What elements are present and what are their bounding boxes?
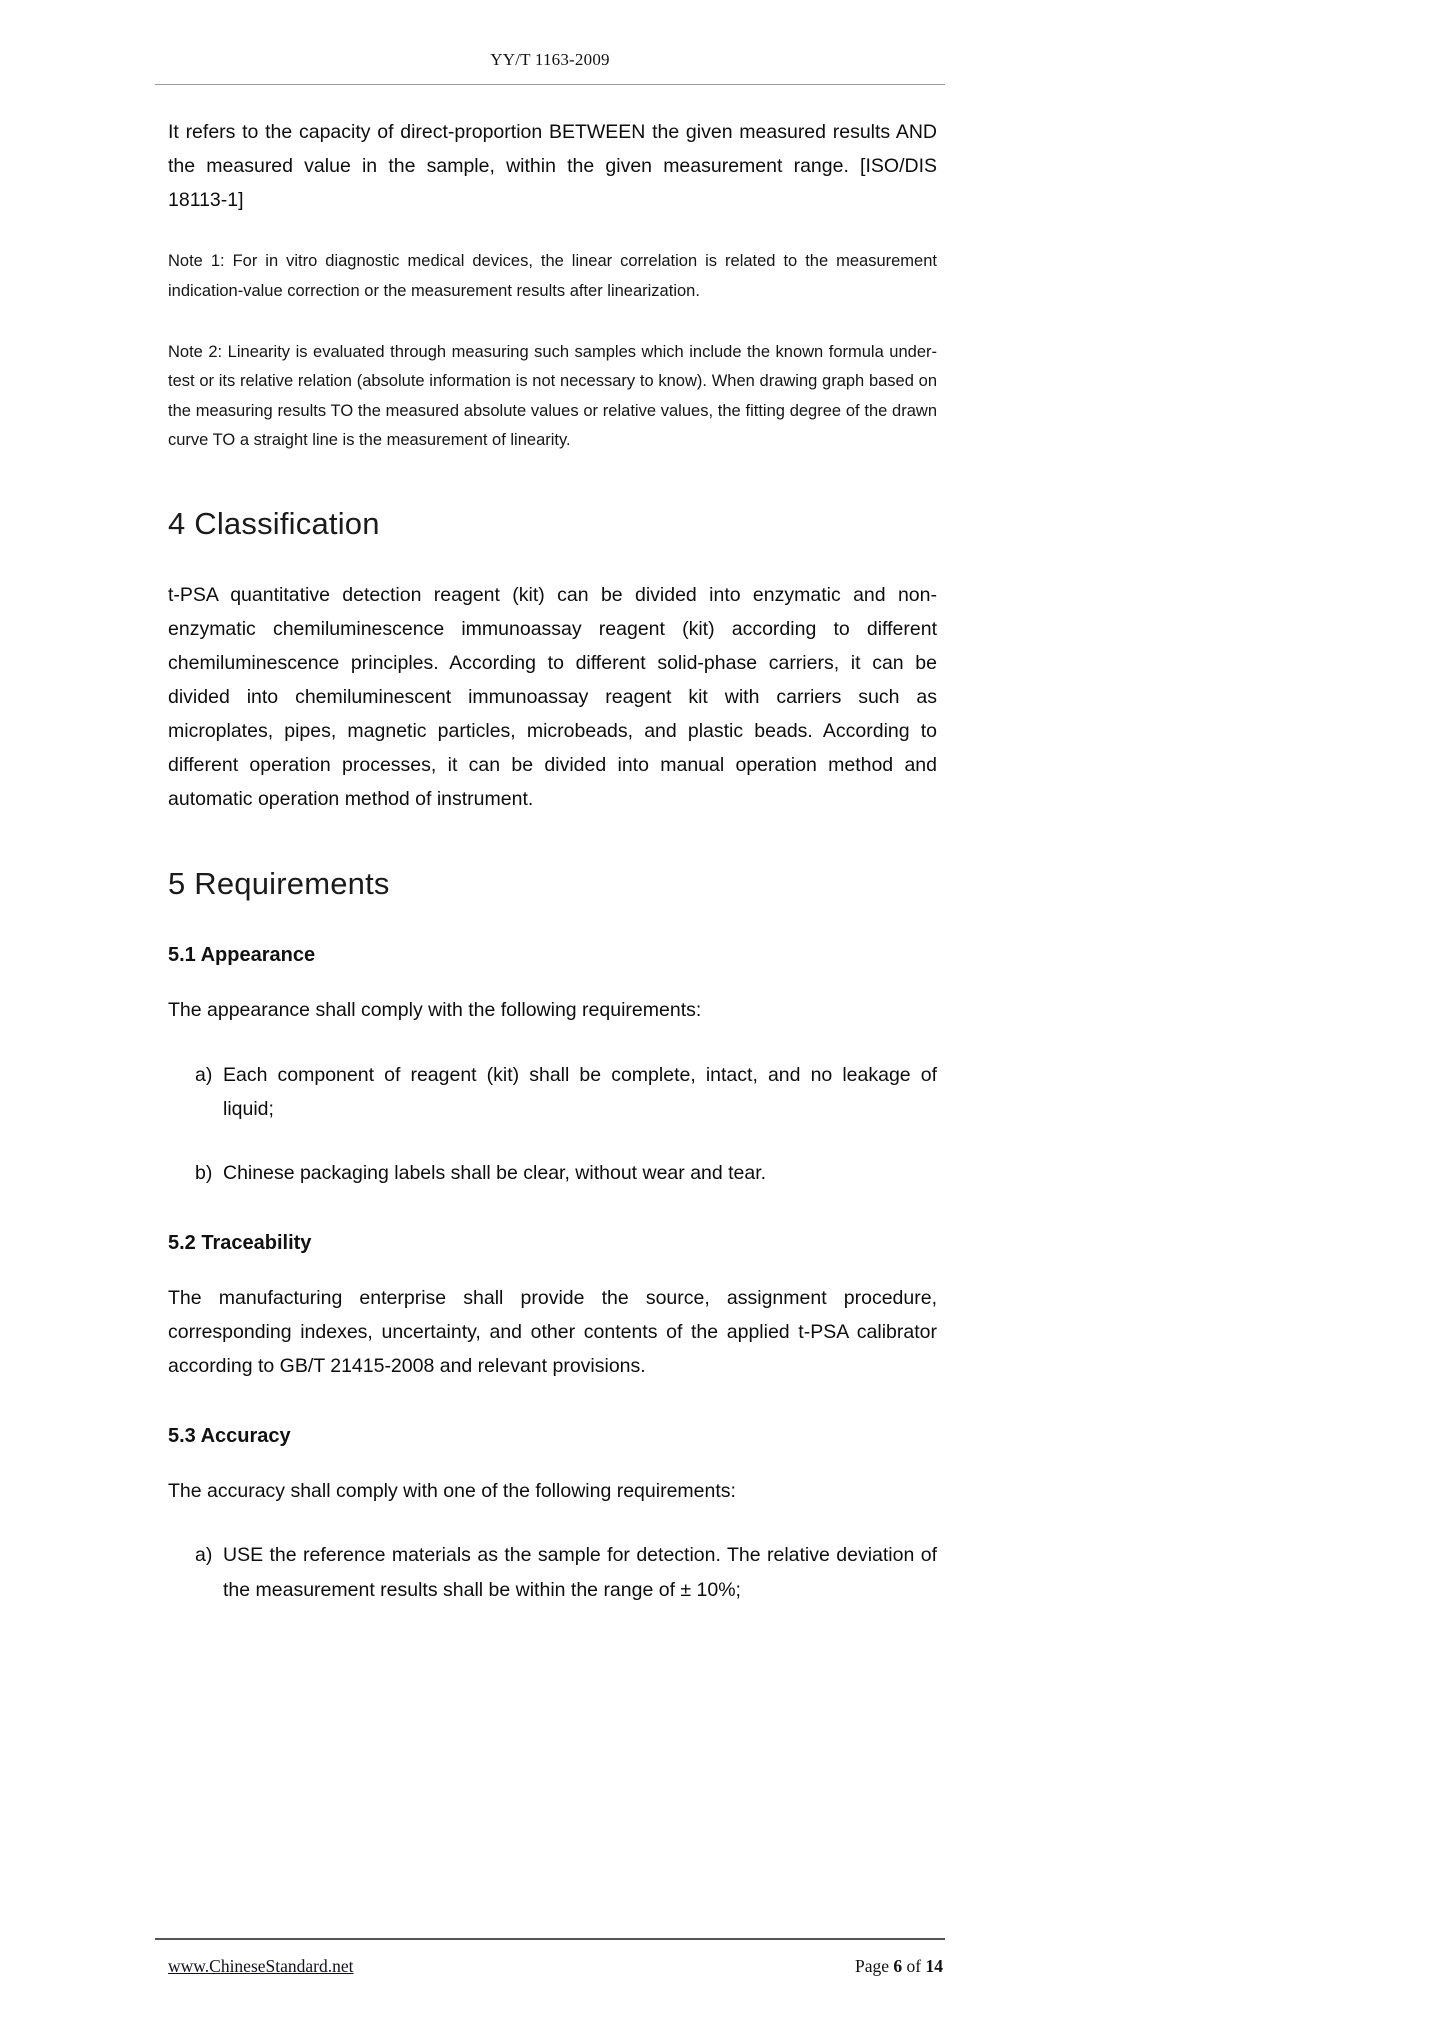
list-item-appearance-a [195,1058,937,1126]
list-item-appearance-b [195,1156,937,1190]
list-marker: b) [195,1161,213,1184]
section-5-heading: 5 Requirements [168,866,390,902]
page-number-indicator [855,1956,943,1977]
section-5-2-paragraph: The manufacturing enterprise shall provide the source, assignment procedure, corresponding indexes, uncertainty, and other contents of the applied t-PSA calibrator according to GB/T 21415-2008 and relevant provisions. [168,1286,937,1378]
list-marker: a) [195,1544,213,1567]
page-header [155,0,945,85]
section-5-3-heading: 5.3 Accuracy [168,1425,291,1448]
section-5-3-intro: The accuracy shall comply with one of the following requirements: [168,1480,736,1503]
section-5-1-intro: The appearance shall comply with the following requirements: [168,999,702,1022]
footer-row [155,1956,945,1977]
section-4-heading: 4 Classification [168,505,380,541]
section-4-paragraph: t-PSA quantitative detection reagent (kit) can be divided into enzymatic and non-enzymatic chemiluminescence immunoassay reagent (kit) according to different chemiluminescence principles. According to different solid-phase carriers, it can be divided into chemiluminescent immunoassay reagent kit with carriers such as microplates, pipes, magnetic particles, microbeads, and plastic beads. According to different operation processes, it can be divided into manual operation method and automatic operation method of instrument. [168,583,937,811]
website-link[interactable]: www.ChineseStandard.net [168,1956,354,1976]
list-item-accuracy-a [195,1538,937,1606]
page-label-prefix: Page [855,1956,894,1976]
list-item-text: USE the reference materials as the sample for detection. The relative deviation of the measurement results shall be within the range of ± 10%; [223,1544,937,1601]
page-footer [155,1938,945,1977]
list-item-text: Chinese packaging labels shall be clear, without wear and tear. [223,1161,767,1184]
footer-divider [155,1938,945,1940]
page-number-current: 6 [893,1956,903,1976]
note-1: Note 1: For in vitro diagnostic medical devices, the linear correlation is related to the measurement indication-value correction or the measurement results after linearization. [168,252,937,300]
page-label-middle: of [902,1956,926,1976]
document-content [155,115,945,1607]
page-number-total: 14 [925,1956,943,1976]
standard-number: YY/T 1163-2009 [490,50,610,69]
header-divider [155,84,945,85]
section-5-1-heading: 5.1 Appearance [168,944,316,967]
section-5-2-heading: 5.2 Traceability [168,1231,312,1254]
list-marker: a) [195,1063,213,1086]
note-2: Note 2: Linearity is evaluated through measuring such samples which include the known formula under-test or its relative relation (absolute information is not necessary to know). When drawing graph based on the measuring results TO the measured absolute values or relative values, the fitting degree of the drawn curve TO a straight line is the measurement of linearity. [168,343,937,450]
document-sheet [155,0,945,1637]
list-item-text: Each component of reagent (kit) shall be complete, intact, and no leakage of liquid; [223,1063,937,1120]
definition-paragraph: It refers to the capacity of direct-proportion BETWEEN the given measured results AND the measured value in the sample, within the given measurement range. [ISO/DIS 18113-1] [168,121,937,212]
